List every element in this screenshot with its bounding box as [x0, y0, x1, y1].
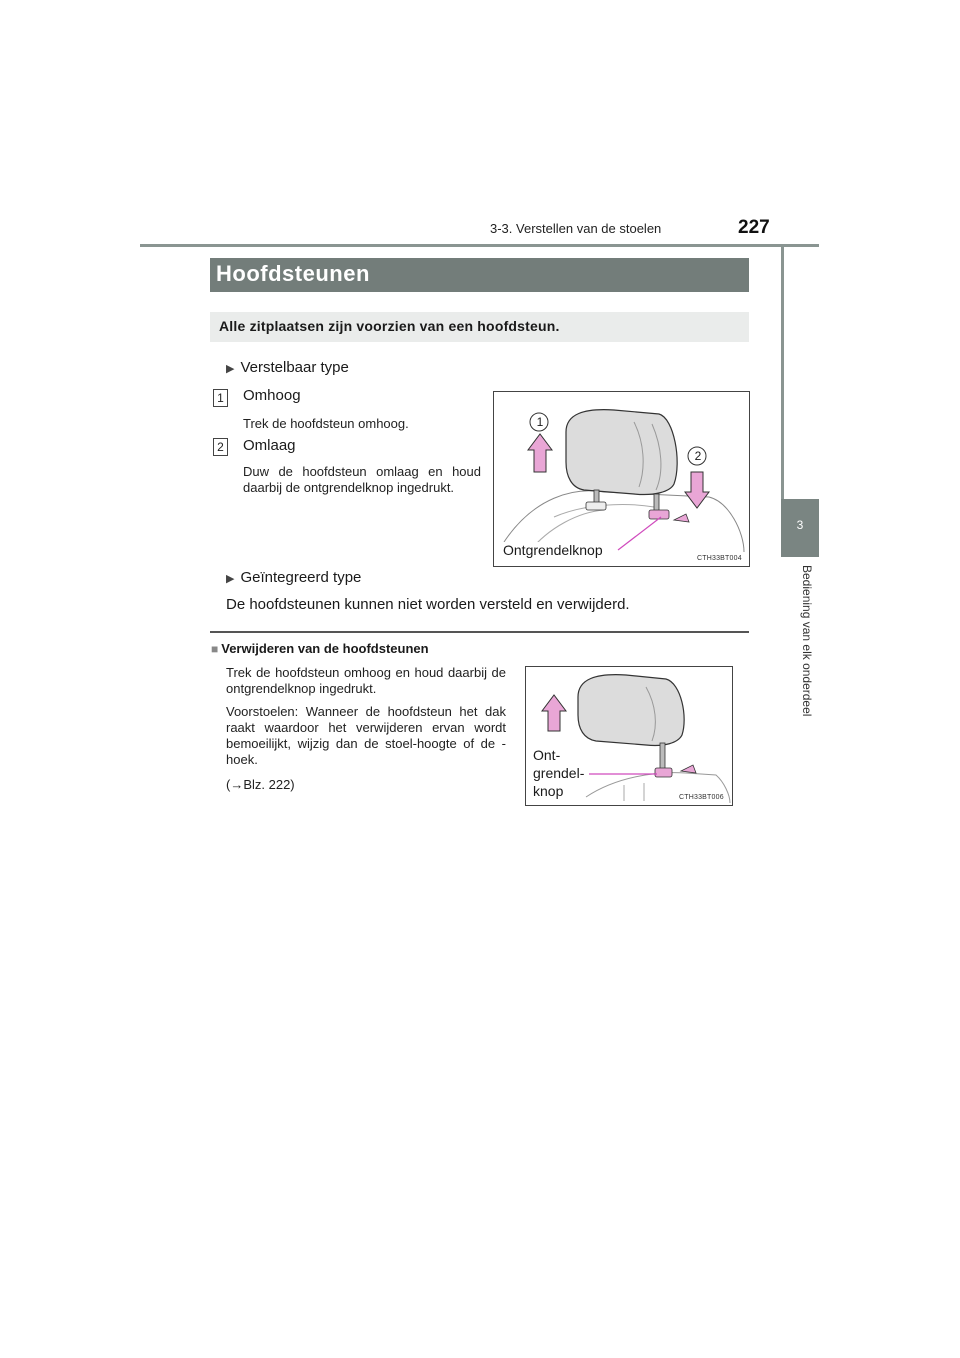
page-reference: (→Blz. 222) — [226, 777, 295, 792]
release-button-label: Ont- grendel- knop — [533, 747, 585, 799]
page-title: Hoofdsteunen — [216, 261, 370, 286]
intro-text: Alle zitplaatsen zijn voorzien van een hoofdsteun. — [219, 318, 560, 334]
integrated-type-heading: ▶ Geïntegreerd type — [226, 569, 362, 586]
item-number-badge: 1 — [213, 389, 228, 407]
item-description-down: Duw de hoofdsteun omlaag en houd daarbij de ontgrendelknop ingedrukt. — [243, 464, 481, 495]
chapter-title: Bediening van elk onderdeel — [800, 565, 814, 717]
headrest-adjust-illustration — [494, 392, 749, 566]
removal-paragraph-1: Trek de hoofdsteun omhoog en houd daarbij de ontgrendelknop ingedrukt. — [226, 665, 506, 696]
item-label-up: Omhoog — [243, 387, 301, 404]
removal-paragraph-2: Voorstoelen: Wanneer de hoofdsteun het dak raakt waardoor het verwijderen ervan wordt bemoeilijkt, wijzig dan de stoel-hoogte of de -hoek. — [226, 704, 506, 767]
triangle-bullet-icon: ▶ — [226, 573, 235, 585]
item-description-up: Trek de hoofdsteun omhoog. — [243, 416, 409, 431]
item-label-down: Omlaag — [243, 437, 296, 454]
callout-number: 1 — [536, 415, 544, 429]
removal-heading: ■ Verwijderen van de hoofdsteunen — [211, 641, 429, 656]
headrest-removal-figure — [525, 666, 733, 806]
section-divider — [210, 631, 749, 633]
integrated-type-text: De hoofdsteunen kunnen niet worden versteld en verwijderd. — [226, 596, 630, 613]
headrest-adjust-figure — [493, 391, 750, 567]
figure-code: CTH33BT004 — [697, 555, 742, 562]
callout-number: 2 — [694, 449, 702, 463]
section-reference: 3-3. Verstellen van de stoelen — [490, 221, 662, 236]
triangle-bullet-icon: ▶ — [226, 363, 235, 375]
figure-code: CTH33BT006 — [679, 794, 724, 801]
page-number: 227 — [738, 217, 770, 238]
adjustable-type-heading: ▶ Verstelbaar type — [226, 359, 349, 376]
item-number-badge: 2 — [213, 438, 228, 456]
square-bullet-icon: ■ — [211, 642, 219, 656]
chapter-number: 3 — [796, 518, 804, 532]
header-rule — [140, 244, 819, 247]
side-tab-line — [781, 244, 784, 499]
release-button-label: Ontgrendelknop — [503, 542, 603, 558]
